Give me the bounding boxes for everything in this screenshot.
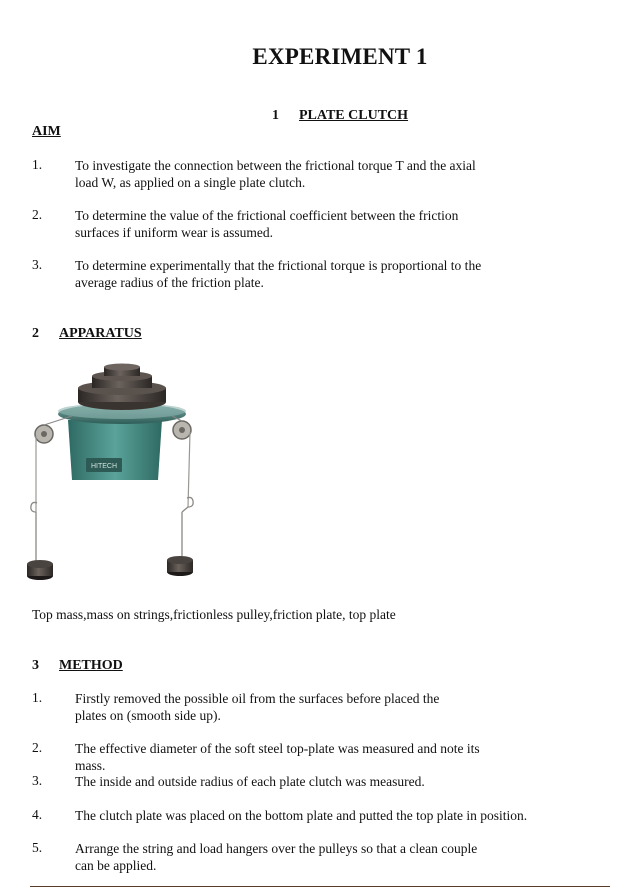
aim-item-2-number: 2. (32, 207, 43, 222)
aim-item-2-line-1: To determine the value of the frictional coefficient between the friction (75, 208, 459, 223)
aim-item-3-line-2: average radius of the friction plate. (75, 275, 264, 290)
section-2-heading (32, 324, 142, 342)
method-item-5-line-1: Arrange the string and load hangers over the pulleys so that a clean couple (75, 841, 478, 856)
brand-badge-text: HITECH (90, 463, 118, 470)
section-2-number: 2 (32, 326, 39, 341)
method-item-1-line-2: plates on (smooth side up). (75, 708, 221, 723)
section-1-heading (272, 106, 408, 124)
method-item-3-text (75, 773, 425, 790)
method-item-2-number: 2. (32, 740, 43, 755)
aim-heading: AIM (32, 124, 61, 139)
method-item-1-text (75, 690, 439, 724)
right-string-shape (188, 432, 190, 507)
method-item-1-number: 1. (32, 690, 43, 705)
method-item-3-number: 3. (32, 773, 43, 788)
aim-item-1-line-1: To investigate the connection between the frictional torque T and the axial (75, 158, 476, 173)
aim-item-2-text (75, 207, 458, 241)
section-3-heading (32, 656, 123, 674)
apparatus-caption: Top mass,mass on strings,frictionless pulley,friction plate, top plate (32, 607, 396, 622)
bottom-rule (30, 886, 610, 887)
aim-item-3-number: 3. (32, 257, 43, 272)
method-item-5-number: 5. (32, 840, 43, 855)
method-item-2-line-2: mass. (75, 758, 106, 773)
method-item-5-line-2: can be applied. (75, 858, 157, 873)
section-2-title: APPARATUS (59, 326, 142, 341)
method-item-3-line-1: The inside and outside radius of each plate clutch was measured. (75, 774, 425, 789)
aim-item-1-number: 1. (32, 157, 43, 172)
aim-item-1-line-2: load W, as applied on a single plate clutch. (75, 175, 306, 190)
aim-item-3-line-1: To determine experimentally that the frictional torque is proportional to the (75, 258, 482, 273)
method-item-2-line-1: The effective diameter of the soft steel top-plate was measured and note its (75, 741, 480, 756)
section-1-number: 1 (272, 108, 279, 123)
method-item-4-number: 4. (32, 807, 43, 822)
plate-clutch-apparatus-image (22, 362, 207, 594)
method-item-5-text (75, 840, 477, 874)
section-1-title: PLATE CLUTCH (299, 108, 409, 123)
method-item-4-text (75, 807, 527, 824)
method-item-2-text (75, 740, 480, 774)
aim-item-2-line-2: surfaces if uniform wear is assumed. (75, 225, 273, 240)
method-item-4-line-1: The clutch plate was placed on the bottom plate and putted the top plate in position. (75, 808, 528, 823)
page-title: EXPERIMENT 1 (252, 44, 428, 69)
method-item-1-line-1: Firstly removed the possible oil from the surfaces before placed the (75, 691, 440, 706)
section-3-title: METHOD (59, 658, 123, 673)
aim-item-1-text (75, 157, 476, 191)
section-3-number: 3 (32, 658, 39, 673)
aim-item-3-text (75, 257, 481, 291)
